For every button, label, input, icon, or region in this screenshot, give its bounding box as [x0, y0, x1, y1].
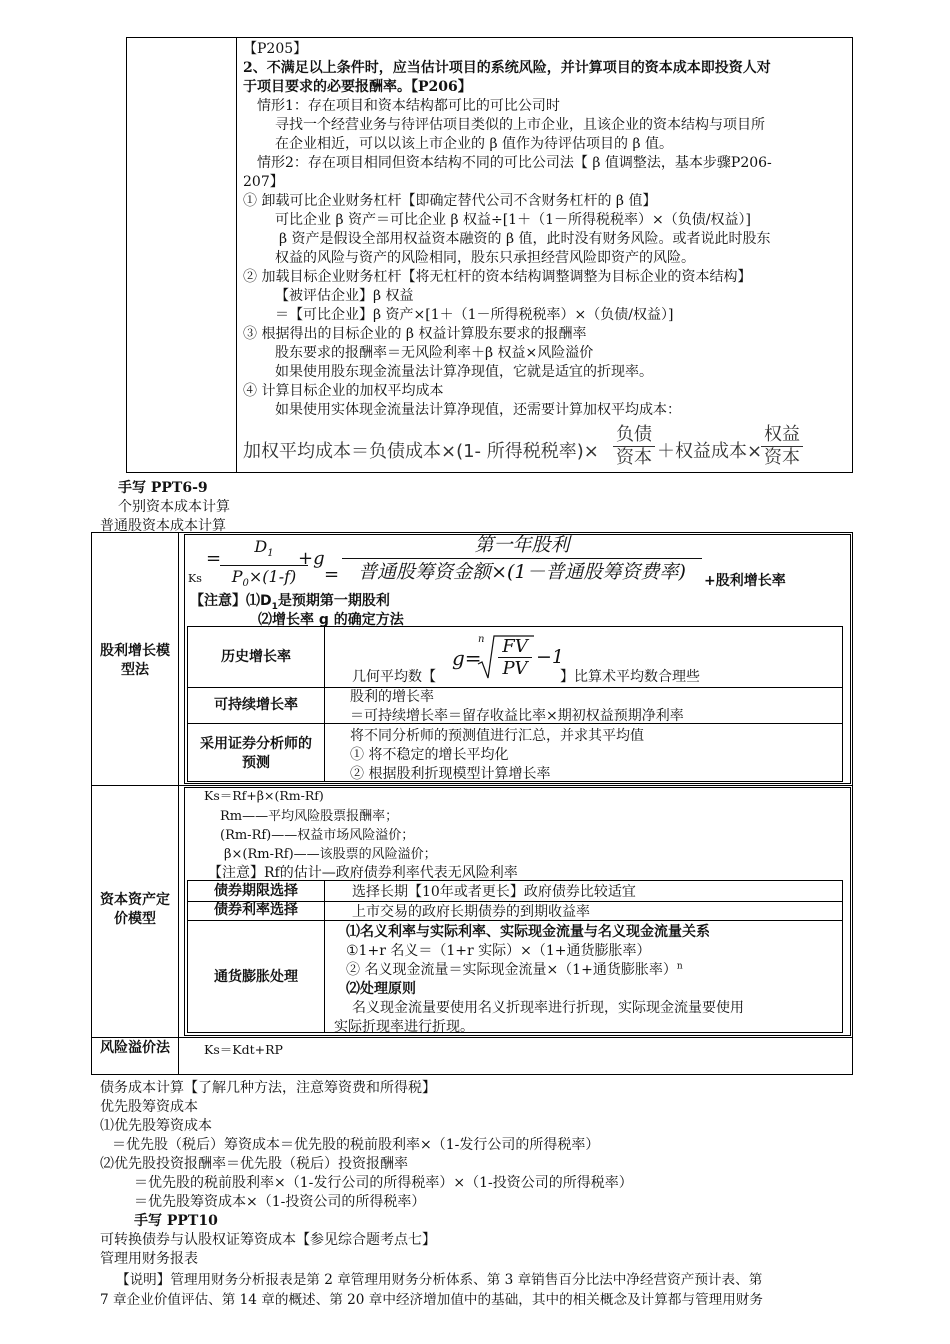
analyst-forecast-line2: ① 将不稳定的增长平均化 [350, 747, 509, 763]
ddm-eq2: = [324, 564, 340, 585]
section-title-line1: 2、不满足以上条件时，应当估计项目的系统风险，并计算项目的资本成本即投资人对 [243, 60, 771, 76]
ddm-formula [186, 534, 846, 592]
ddm-frac1-num: $D_1$ [254, 537, 274, 560]
step2: ② 加载目标企业财务杠杆【将无杠杆的资本结构调整调整为目标企业的资本结构】 [243, 269, 752, 285]
analyst-forecast-line3: ② 根据股利折现模型计算增长率 [350, 766, 551, 782]
wacc-frac2-den: 资本 [764, 447, 800, 468]
risk-premium-formula: Ks＝Kdt+RP [204, 1042, 283, 1057]
step2-formula-l1: 【被评估企业】β 权益 [275, 288, 414, 304]
section-title-line2: 于项目要求的必要报酬率。【P206】 [243, 79, 472, 95]
step1-note1: β 资产是假设全部用权益资本融资的 β 值，此时没有财务风险。或者说此时股东 [279, 231, 771, 247]
wacc-frac2-num: 权益 [764, 424, 800, 445]
fv-text: FV [502, 636, 528, 657]
wacc-frac1-num: 负债 [616, 424, 652, 445]
wacc-lhs: 加权平均成本＝负债成本×(1- 所得税税率)× [243, 441, 599, 462]
step3: ③ 根据得出的目标企业的 β 权益计算股东要求的报酬率 [243, 326, 587, 342]
case1-text2: 在企业相近，可以以该上市企业的 β 值作为待评估项目的 β 值。 [275, 136, 673, 152]
step1-formula: 可比企业 β 资产＝可比企业 β 权益÷[1＋（1－所得税税率）×（负债/权益）] [275, 212, 751, 228]
wacc-mid: ＋权益成本× [657, 441, 763, 462]
ddm-plus-g: +g [298, 548, 325, 569]
ddm-note1: 【注意】$⑴D_1$是预期第一期股利 [190, 593, 390, 612]
preferred-cost-sub1: ⑴优先股筹资成本 [100, 1118, 212, 1134]
ks-symbol: Ks [188, 572, 202, 585]
geometric-mean-prefix: 几何平均数【 [352, 669, 436, 685]
case1-title: 情形1：存在项目和资本结构都可比的可比公司时 [257, 98, 560, 114]
growth-subtable-divider [324, 626, 325, 782]
historical-growth-content [352, 628, 832, 686]
common-stock-cost-heading: 普通股资本成本计算 [100, 518, 226, 534]
step1-note2: 权益的风险与资产的风险相同，股东只承担经营风险即资产的风险。 [275, 250, 695, 266]
inflation-t1: ⑴名义利率与实际利率、实际现金流量与名义现金流量关系 [346, 924, 710, 940]
ddm-frac1-den: $P_0\times(1-f)$ [231, 567, 297, 590]
sustainable-growth-label: 可持续增长率 [214, 697, 298, 713]
explanation-line2: 7 章企业价值评估、第 14 章的概述、第 20 章中经济增加值中的基础，其中的相关概念及计算都与管理用财务 [100, 1292, 763, 1308]
ddm-label: 股利增长模型法 [100, 643, 170, 678]
case2-title-cont: 207】 [243, 174, 284, 190]
ddm-frac2-den: 普通股筹资金额×(1－普通股筹资费率) [358, 561, 686, 583]
ddm-eq: = [206, 548, 222, 569]
step4-note: 如果使用实体现金流量法计算净现值，还需要计算加权平均成本： [275, 402, 681, 418]
case1-text1: 寻找一个经营业务与待评估项目类似的上市企业，且该企业的资本结构与项目所 [275, 117, 765, 133]
step3-formula: 股东要求的报酬率＝无风险利率＋β 权益×风险溢价 [275, 345, 594, 361]
explanation-line1: 【说明】管理用财务分析报表是第 2 章管理用财务分析体系、第 3 章销售百分比法中净经营资产预计表、第 [116, 1272, 763, 1288]
ddm-tail: +股利增长率 [704, 573, 786, 589]
preferred-return-sub2: ⑵优先股投资报酬率＝优先股（税后）投资报酬率 [100, 1156, 408, 1172]
inflation-label: 通货膨胀处理 [214, 968, 298, 985]
preferred-return-formula2: ＝优先股筹资成本×（1-投资公司的所得税率） [134, 1194, 426, 1210]
inflation-t2: ①1+r 名义＝（1+r 实际）×（1+通货膨胀率） [346, 943, 651, 959]
wacc-frac1-den: 资本 [616, 447, 652, 468]
wacc-frac1 [613, 424, 655, 469]
step3-note: 如果使用股东现金流量法计算净现值，它就是适宜的折现率。 [275, 364, 653, 380]
ref-p205: 【P205】 [243, 41, 308, 57]
growth-formula-g: g= [452, 646, 482, 670]
ddm-frac2-num: 第一年股利 [474, 534, 570, 556]
inflation-t5: 名义现金流量要使用名义折现率进行折现，实际现金流量要使用 [352, 1000, 744, 1016]
sustainable-growth-line2: ＝可持续增长率＝留存收益比率×期初权益预期净利率 [350, 708, 684, 724]
risk-premium-label: 风险溢价法 [100, 1040, 170, 1056]
bond-term-text: 选择长期【10年或者更长】政府债券比较适宜 [352, 884, 636, 900]
preferred-cost-heading: 优先股筹资成本 [100, 1099, 198, 1115]
table-label-divider [178, 532, 179, 1075]
growth-minus1: −1 [536, 646, 565, 668]
capm-subtable-divider [324, 880, 325, 1033]
individual-capital-cost-heading: 个别资本成本计算 [118, 499, 230, 515]
step2-formula-l2: ＝【可比企业】β 资产×[1＋（1－所得税税率）×（负债/权益）] [275, 307, 674, 323]
sustainable-growth-line1: 股利的增长率 [350, 689, 434, 705]
capm-formula: Ks＝Rf+β×(Rm-Rf) [204, 788, 324, 803]
historical-growth-label: 历史增长率 [221, 648, 291, 665]
wacc-frac2 [761, 424, 803, 469]
convertible-bond-heading: 可转换债券与认股权证筹资成本【参见综合题考点七】 [100, 1232, 436, 1248]
inflation-t3: ② 名义现金流量＝实际现金流量×（1+通货膨胀率）$^n$ [346, 961, 683, 978]
inflation-t6: 实际折现率进行折现。 [334, 1019, 474, 1035]
geometric-mean-suffix: 】比算术平均数合理些 [560, 669, 700, 685]
bond-rate-label: 债券利率选择 [214, 902, 298, 918]
capm-rm-def: Rm——平均风险股票报酬率； [220, 809, 399, 824]
debt-cost-heading: 债务成本计算【了解几种方法，注意筹资费和所得税】 [100, 1080, 436, 1096]
ddm-note2: ⑵增长率 g 的确定方法 [258, 612, 404, 628]
preferred-cost-formula1: ＝优先股（税后）筹资成本＝优先股的税前股利率×（1-发行公司的所得税率） [112, 1137, 600, 1153]
growth-fv-pv [498, 636, 532, 679]
step1: ① 卸载可比企业财务杠杆【即确定替代公司不含财务杠杆的 β 值】 [243, 193, 657, 209]
pv-text: PV [502, 658, 528, 679]
capm-rf-note: 【注意】Rf的估计—政府债券利率代表无风险利率 [208, 865, 518, 881]
handwrite-ppt10: 手写 PPT10 [134, 1213, 218, 1229]
preferred-return-formula1: ＝优先股的税前股利率×（1-发行公司的所得税率）×（1-投资公司的所得税率） [134, 1175, 633, 1191]
ddm-frac2 [342, 532, 702, 585]
bond-rate-text: 上市交易的政府长期债券的到期收益率 [352, 904, 590, 920]
ddm-frac1 [220, 536, 308, 595]
step4: ④ 计算目标企业的加权平均成本 [243, 383, 444, 399]
top-box-divider [236, 37, 237, 473]
analyst-forecast-label: 采用证券分析师的预测 [200, 736, 312, 771]
row-divider-2 [91, 1037, 853, 1038]
inflation-t4: ⑵处理原则 [346, 981, 416, 997]
capm-market-premium-def: (Rm-Rf)——权益市场风险溢价； [220, 828, 415, 843]
bond-term-label: 债券期限选择 [214, 882, 298, 899]
capm-label: 资本资产定价模型 [100, 892, 170, 927]
handwrite-ppt6-9: 手写 PPT6-9 [118, 480, 208, 496]
case2-title: 情形2：存在项目相同但资本结构不同的可比公司法【 β 值调整法，基本步骤P206- [257, 155, 772, 171]
capm-stock-premium-def: β×(Rm-Rf)——该股票的风险溢价； [224, 847, 437, 862]
growth-root-index: n [478, 634, 485, 645]
management-statements-heading: 管理用财务报表 [100, 1251, 198, 1267]
analyst-forecast-line1: 将不同分析师的预测值进行汇总，并求其平均值 [350, 728, 644, 744]
